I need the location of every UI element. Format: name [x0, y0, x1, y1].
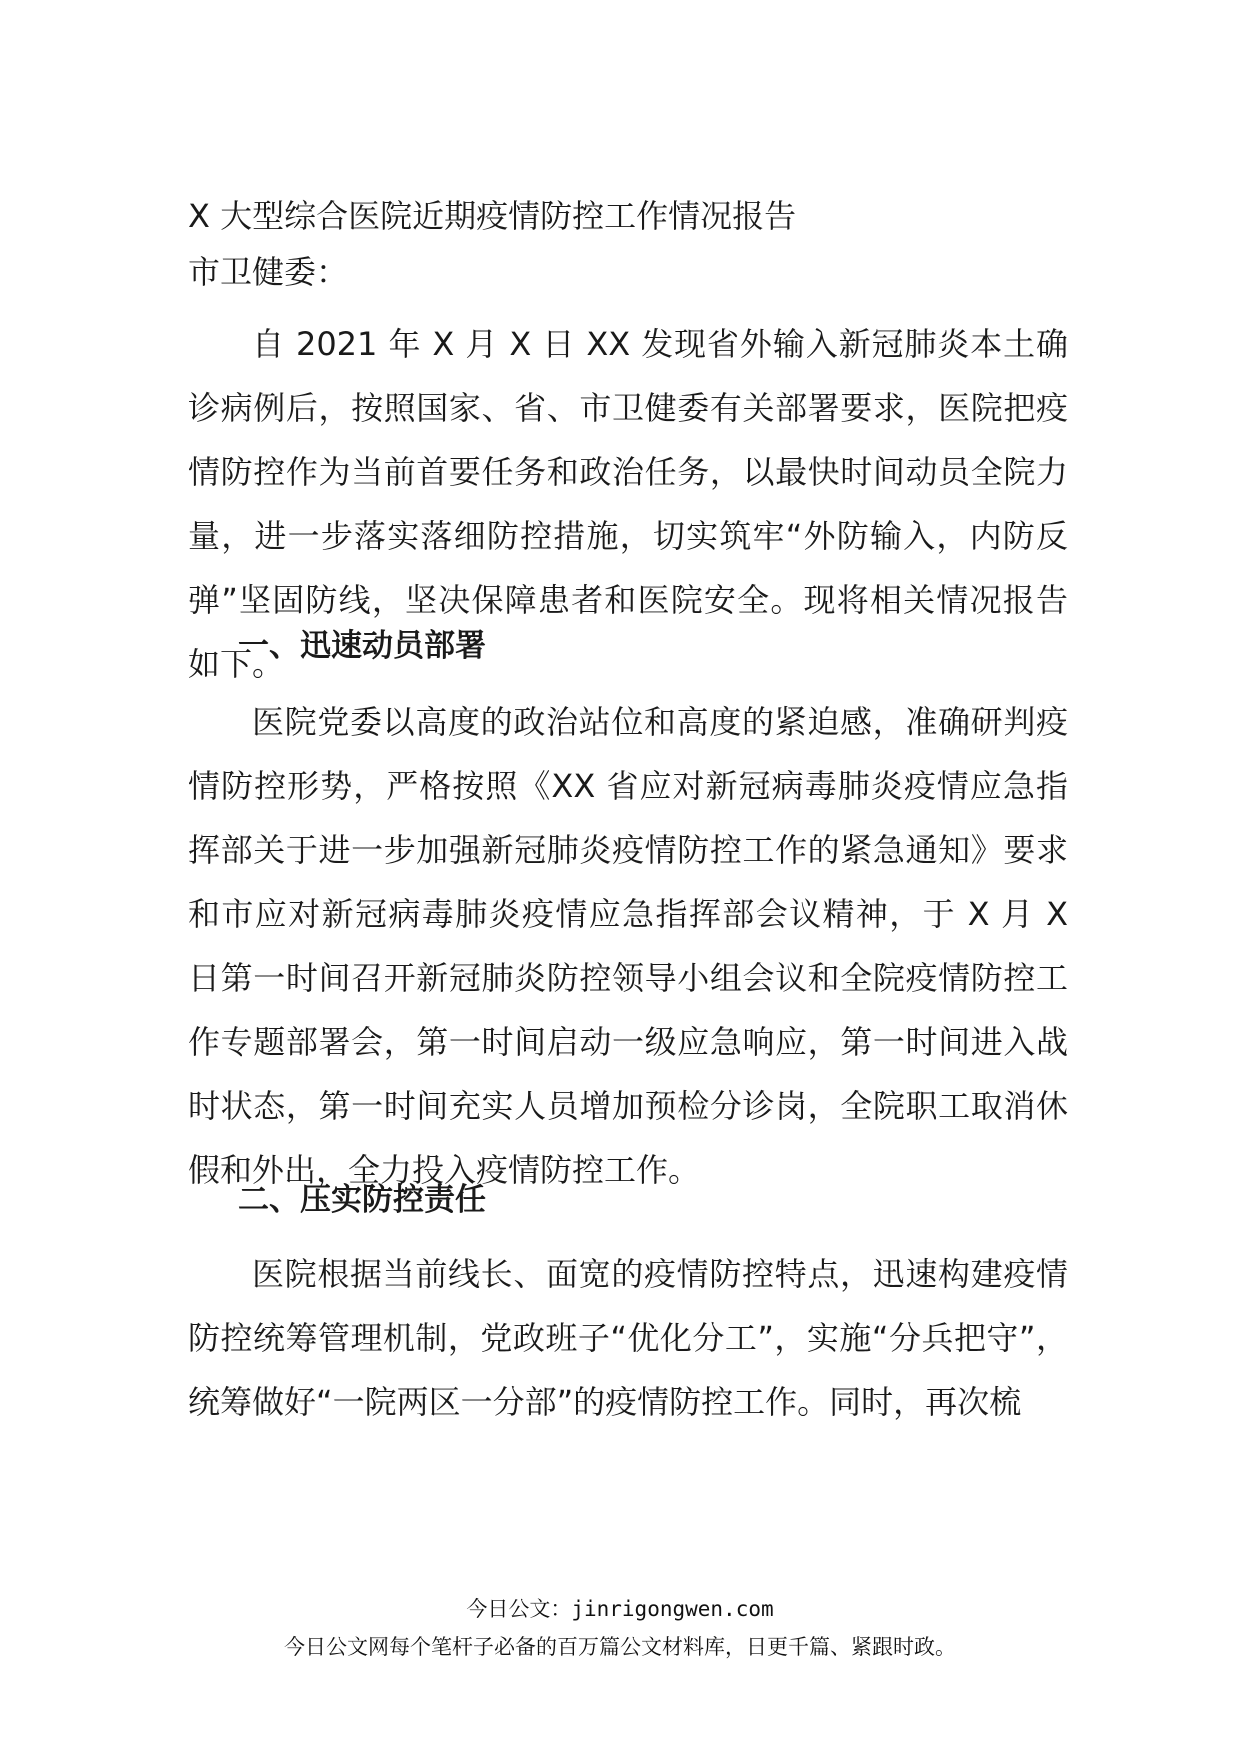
footer-slogan: 今日公文网每个笔杆子必备的百万篇公文材料库，日更千篇、紧跟时政。 — [284, 1635, 956, 1659]
section-2-heading: 二、压实防控责任 — [238, 1182, 486, 1218]
section-2-paragraph: 医院根据当前线长、面宽的疫情防控特点，迅速构建疫情防控统筹管理机制，党政班子“优化分工”，实施“分兵把守”，统筹做好“一院两区一分部”的疫情防控工作。同时，再次梳 — [188, 1255, 1068, 1421]
footer-site-label: 今日公文： — [466, 1597, 572, 1621]
section-1-paragraph: 医院党委以高度的政治站位和高度的紧迫感，准确研判疫情防控形势，严格按照《XX 省应对新冠病毒肺炎疫情应急指挥部关于进一步加强新冠肺炎疫情防控工作的紧急通知》要求和市应对新冠病毒肺炎疫情应急指挥部会议精神，于 X 月 X 日第一时间召开新冠肺炎防控领导小组会议和全院疫情防控工作专题部署会，第一时间启动一级应急响应，第一时间进入战时状态，第一时间充实人员增加预检分诊岗，全院职工取消休假和外出，全力投入疫情防控工作。 — [188, 703, 1068, 1189]
footer-site-line — [0, 1594, 1240, 1624]
intro-paragraph: 自 2021 年 X 月 X 日 XX 发现省外输入新冠肺炎本土确诊病例后，按照国家、省、市卫健委有关部署要求，医院把疫情防控作为当前首要任务和政治任务，以最快时间动员全院力量，进一步落实落细防控措施，切实筑牢“外防输入，内防反弹”坚固防线，坚决保障患者和医院安全。现将相关情况报告如下。 — [188, 325, 1068, 683]
salutation: 市卫健委： — [188, 253, 349, 291]
document-title: X 大型综合医院近期疫情防控工作情况报告 — [188, 197, 797, 235]
footer-site-url[interactable]: jinrigongwen.com — [571, 1597, 774, 1621]
section-1-heading: 一、迅速动员部署 — [238, 628, 486, 664]
